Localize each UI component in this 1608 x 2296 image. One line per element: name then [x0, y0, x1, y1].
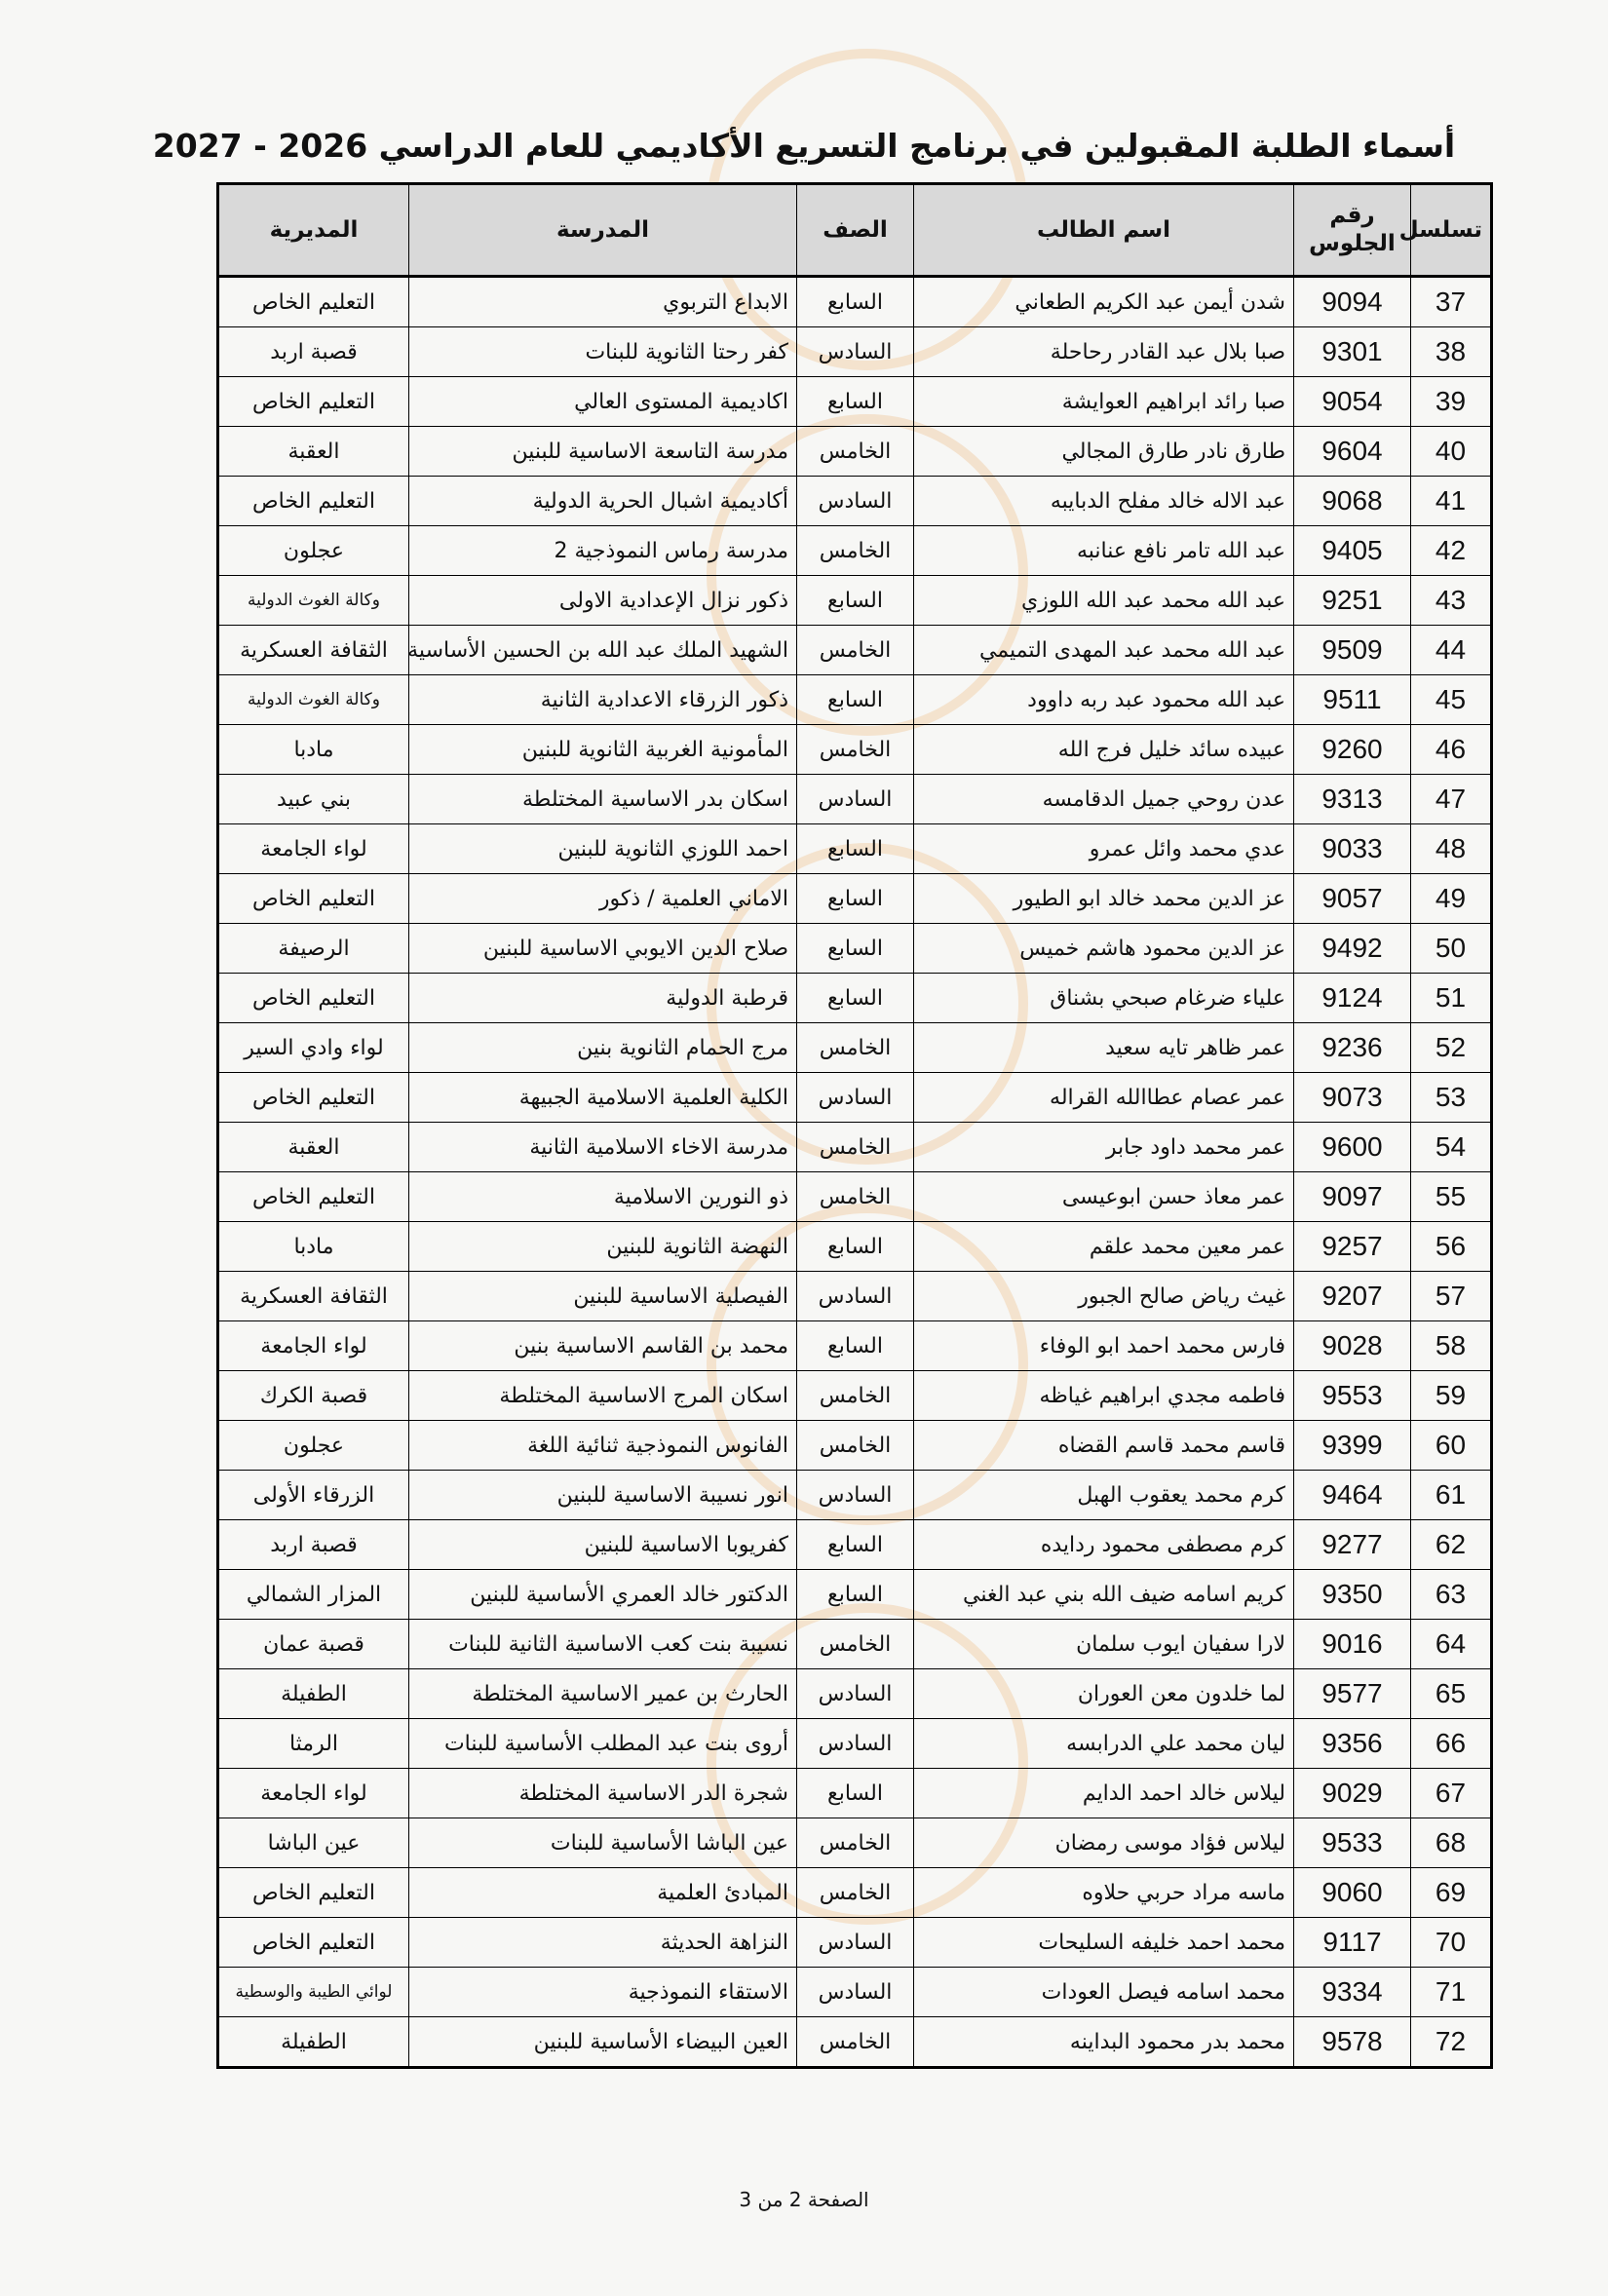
student-name-cell: لارا سفيان ايوب سلمان	[914, 1620, 1294, 1669]
directorate-cell: مادبا	[218, 725, 409, 775]
serial-cell: 48	[1411, 824, 1492, 874]
student-name-cell: صبا بلال عبد القادر رحاحلة	[914, 327, 1294, 377]
grade-cell: السابع	[797, 1769, 914, 1818]
directorate-cell: الثقافة العسكرية	[218, 1272, 409, 1321]
school-cell: ذكور الزرقاء الاعدادية الثانية	[409, 675, 797, 725]
table-row	[218, 1023, 1492, 1073]
grade-cell: الخامس	[797, 626, 914, 675]
student-name-cell: عبد الله محمد عبد المهدى التميمي	[914, 626, 1294, 675]
seat-number-cell: 9399	[1294, 1421, 1411, 1471]
school-cell: اسكان بدر الاساسية المختلطة	[409, 775, 797, 824]
directorate-cell: الثقافة العسكرية	[218, 626, 409, 675]
grade-cell: السادس	[797, 477, 914, 526]
school-cell: ذو النورين الاسلامية	[409, 1172, 797, 1222]
serial-cell: 50	[1411, 924, 1492, 974]
school-cell: اسكان المرج الاساسية المختلطة	[409, 1371, 797, 1421]
grade-cell: السابع	[797, 1570, 914, 1620]
table-body	[218, 277, 1492, 2068]
grade-cell: السادس	[797, 1968, 914, 2017]
serial-cell: 51	[1411, 974, 1492, 1023]
directorate-cell: بني عبيد	[218, 775, 409, 824]
table-row	[218, 1669, 1492, 1719]
school-cell: مدرسة رماس النموذجية 2	[409, 526, 797, 576]
seat-number-cell: 9097	[1294, 1172, 1411, 1222]
student-name-cell: قاسم محمد قاسم القضاه	[914, 1421, 1294, 1471]
grade-cell: السابع	[797, 924, 914, 974]
student-name-cell: طارق نادر طارق المجالي	[914, 427, 1294, 477]
table-row	[218, 725, 1492, 775]
table-row	[218, 1868, 1492, 1918]
student-name-cell: محمد اسامه فيصل العودات	[914, 1968, 1294, 2017]
directorate-cell: التعليم الخاص	[218, 874, 409, 924]
seat-number-cell: 9054	[1294, 377, 1411, 427]
student-name-cell: فاطمه مجدي ابراهيم غياظه	[914, 1371, 1294, 1421]
student-name-cell: فارس محمد احمد ابو الوفاء	[914, 1321, 1294, 1371]
table-row	[218, 427, 1492, 477]
grade-cell: السادس	[797, 1669, 914, 1719]
seat-number-cell: 9604	[1294, 427, 1411, 477]
serial-cell: 65	[1411, 1669, 1492, 1719]
seat-number-cell: 9260	[1294, 725, 1411, 775]
student-name-cell: ليلاس فؤاد موسى رمضان	[914, 1818, 1294, 1868]
school-cell: ذكور نزال الإعدادية الاولى	[409, 576, 797, 626]
student-name-cell: لما خلدون معن العوران	[914, 1669, 1294, 1719]
table-row	[218, 327, 1492, 377]
school-cell: مدرسة التاسعة الاساسية للبنين	[409, 427, 797, 477]
table-row	[218, 377, 1492, 427]
student-name-cell: عبد الاله خالد مفلح الدبايبه	[914, 477, 1294, 526]
school-cell: المبادئ العلمية	[409, 1868, 797, 1918]
directorate-cell: الطفيلة	[218, 1669, 409, 1719]
grade-cell: السابع	[797, 277, 914, 327]
table-row	[218, 1321, 1492, 1371]
school-cell: صلاح الدين الايوبي الاساسية للبنين	[409, 924, 797, 974]
serial-cell: 39	[1411, 377, 1492, 427]
serial-cell: 37	[1411, 277, 1492, 327]
serial-cell: 38	[1411, 327, 1492, 377]
table-row	[218, 1272, 1492, 1321]
school-cell: عين الباشا الأساسية للبنات	[409, 1818, 797, 1868]
table-row	[218, 675, 1492, 725]
serial-cell: 68	[1411, 1818, 1492, 1868]
serial-cell: 47	[1411, 775, 1492, 824]
school-cell: المأمونية الغربية الثانوية للبنين	[409, 725, 797, 775]
grade-cell: الخامس	[797, 725, 914, 775]
directorate-cell: عين الباشا	[218, 1818, 409, 1868]
student-name-cell: عبيده سائد خليل فرج الله	[914, 725, 1294, 775]
directorate-cell: العقبة	[218, 1123, 409, 1172]
table-row	[218, 1123, 1492, 1172]
directorate-cell: التعليم الخاص	[218, 1868, 409, 1918]
student-name-cell: عبد الله محمود عبد ربه داوود	[914, 675, 1294, 725]
directorate-cell: قصبة الكرك	[218, 1371, 409, 1421]
grade-cell: الخامس	[797, 1371, 914, 1421]
student-name-cell: علياء ضرغام صبحي بشناق	[914, 974, 1294, 1023]
serial-cell: 58	[1411, 1321, 1492, 1371]
directorate-cell: لواء وادي السير	[218, 1023, 409, 1073]
table-row	[218, 626, 1492, 675]
table-row	[218, 874, 1492, 924]
student-name-cell: ليان محمد علي الدرابسه	[914, 1719, 1294, 1769]
student-name-cell: كريم اسامه ضيف الله بني عبد الغني	[914, 1570, 1294, 1620]
student-name-cell: محمد احمد خليفه السليحات	[914, 1918, 1294, 1968]
seat-number-cell: 9117	[1294, 1918, 1411, 1968]
grade-cell: السادس	[797, 1272, 914, 1321]
seat-number-cell: 9257	[1294, 1222, 1411, 1272]
school-cell: النهضة الثانوية للبنين	[409, 1222, 797, 1272]
serial-cell: 41	[1411, 477, 1492, 526]
grade-cell: السابع	[797, 824, 914, 874]
seat-number-cell: 9405	[1294, 526, 1411, 576]
students-table	[216, 182, 1493, 2069]
table-row	[218, 1073, 1492, 1123]
table-row	[218, 1769, 1492, 1818]
seat-number-cell: 9600	[1294, 1123, 1411, 1172]
serial-cell: 42	[1411, 526, 1492, 576]
directorate-cell: التعليم الخاص	[218, 1918, 409, 1968]
grade-cell: السابع	[797, 377, 914, 427]
serial-cell: 56	[1411, 1222, 1492, 1272]
serial-cell: 57	[1411, 1272, 1492, 1321]
table-row	[218, 824, 1492, 874]
school-cell: العين البيضاء الأساسية للبنين	[409, 2017, 797, 2068]
student-name-cell: عمر معاذ حسن ابوعيسى	[914, 1172, 1294, 1222]
student-name-cell: كرم مصطفى محمود ردايده	[914, 1520, 1294, 1570]
student-name-cell: ليلاس خالد احمد الدايم	[914, 1769, 1294, 1818]
directorate-cell: الطفيلة	[218, 2017, 409, 2068]
seat-number-cell: 9334	[1294, 1968, 1411, 2017]
directorate-cell: العقبة	[218, 427, 409, 477]
school-cell: مدرسة الاخاء الاسلامية الثانية	[409, 1123, 797, 1172]
grade-cell: الخامس	[797, 1123, 914, 1172]
grade-cell: السابع	[797, 675, 914, 725]
grade-cell: الخامس	[797, 1172, 914, 1222]
seat-number-cell: 9016	[1294, 1620, 1411, 1669]
seat-number-cell: 9511	[1294, 675, 1411, 725]
table-row	[218, 974, 1492, 1023]
serial-cell: 72	[1411, 2017, 1492, 2068]
grade-cell: السابع	[797, 1222, 914, 1272]
serial-cell: 60	[1411, 1421, 1492, 1471]
seat-number-cell: 9356	[1294, 1719, 1411, 1769]
seat-number-cell: 9251	[1294, 576, 1411, 626]
directorate-cell: لواء الجامعة	[218, 1321, 409, 1371]
student-name-cell: عز الدين محمود هاشم خميس	[914, 924, 1294, 974]
grade-cell: الخامس	[797, 427, 914, 477]
table-row	[218, 1818, 1492, 1868]
school-cell: الفانوس النموذجية ثنائية اللغة	[409, 1421, 797, 1471]
seat-number-cell: 9313	[1294, 775, 1411, 824]
directorate-cell: التعليم الخاص	[218, 1073, 409, 1123]
school-cell: الابداع التربوي	[409, 277, 797, 327]
seat-number-cell: 9492	[1294, 924, 1411, 974]
serial-cell: 44	[1411, 626, 1492, 675]
school-cell: الدكتور خالد العمري الأساسية للبنين	[409, 1570, 797, 1620]
grade-cell: السادس	[797, 1073, 914, 1123]
table-row	[218, 1421, 1492, 1471]
directorate-cell: قصبة عمان	[218, 1620, 409, 1669]
header-grade: الصف	[797, 184, 914, 277]
header-directorate: المديرية	[218, 184, 409, 277]
directorate-cell: المزار الشمالي	[218, 1570, 409, 1620]
header-serial: تسلسل	[1411, 184, 1492, 277]
grade-cell: السادس	[797, 1918, 914, 1968]
table-row	[218, 1570, 1492, 1620]
seat-number-cell: 9057	[1294, 874, 1411, 924]
serial-cell: 46	[1411, 725, 1492, 775]
serial-cell: 61	[1411, 1471, 1492, 1520]
school-cell: أكاديمية اشبال الحرية الدولية	[409, 477, 797, 526]
student-name-cell: عز الدين محمد خالد ابو الطيور	[914, 874, 1294, 924]
serial-cell: 64	[1411, 1620, 1492, 1669]
student-name-cell: عبد الله تامر نافع عنانبه	[914, 526, 1294, 576]
school-cell: الحارث بن عمير الاساسية المختلطة	[409, 1669, 797, 1719]
directorate-cell: الرصيفة	[218, 924, 409, 974]
serial-cell: 52	[1411, 1023, 1492, 1073]
serial-cell: 66	[1411, 1719, 1492, 1769]
grade-cell: السابع	[797, 1520, 914, 1570]
serial-cell: 49	[1411, 874, 1492, 924]
seat-number-cell: 9533	[1294, 1818, 1411, 1868]
seat-number-cell: 9236	[1294, 1023, 1411, 1073]
grade-cell: السادس	[797, 1719, 914, 1769]
directorate-cell: وكالة الغوث الدولية	[218, 675, 409, 725]
student-name-cell: عمر محمد داود جابر	[914, 1123, 1294, 1172]
seat-number-cell: 9124	[1294, 974, 1411, 1023]
school-cell: الشهيد الملك عبد الله بن الحسين الأساسية	[409, 626, 797, 675]
seat-number-cell: 9068	[1294, 477, 1411, 526]
grade-cell: السادس	[797, 1471, 914, 1520]
school-cell: النزاهة الحديثة	[409, 1918, 797, 1968]
student-name-cell: غيث رياض صالح الجبور	[914, 1272, 1294, 1321]
student-name-cell: عمر معين محمد علقم	[914, 1222, 1294, 1272]
seat-number-cell: 9207	[1294, 1272, 1411, 1321]
directorate-cell: التعليم الخاص	[218, 277, 409, 327]
serial-cell: 54	[1411, 1123, 1492, 1172]
school-cell: انور نسيبة الاساسية للبنين	[409, 1471, 797, 1520]
seat-number-cell: 9578	[1294, 2017, 1411, 2068]
grade-cell: السابع	[797, 1321, 914, 1371]
table-row	[218, 477, 1492, 526]
table-row	[218, 526, 1492, 576]
student-name-cell: عمر ظاهر تايه سعيد	[914, 1023, 1294, 1073]
directorate-cell: الرمثا	[218, 1719, 409, 1769]
serial-cell: 70	[1411, 1918, 1492, 1968]
seat-number-cell: 9509	[1294, 626, 1411, 675]
serial-cell: 62	[1411, 1520, 1492, 1570]
directorate-cell: الزرقاء الأولى	[218, 1471, 409, 1520]
table-row	[218, 1371, 1492, 1421]
grade-cell: الخامس	[797, 1620, 914, 1669]
serial-cell: 63	[1411, 1570, 1492, 1620]
directorate-cell: مادبا	[218, 1222, 409, 1272]
grade-cell: الخامس	[797, 1023, 914, 1073]
table-row	[218, 1918, 1492, 1968]
table-row	[218, 1520, 1492, 1570]
table-row	[218, 1222, 1492, 1272]
student-name-cell: عدن روحي جميل الدقامسه	[914, 775, 1294, 824]
school-cell: نسيبة بنت كعب الاساسية الثانية للبنات	[409, 1620, 797, 1669]
seat-number-cell: 9577	[1294, 1669, 1411, 1719]
table-row	[218, 1620, 1492, 1669]
serial-cell: 45	[1411, 675, 1492, 725]
table-row	[218, 277, 1492, 327]
student-name-cell: كرم محمد يعقوب الهبل	[914, 1471, 1294, 1520]
grade-cell: الخامس	[797, 2017, 914, 2068]
page-number: الصفحة 2 من 3	[739, 2188, 869, 2211]
table-row	[218, 1471, 1492, 1520]
table-row	[218, 924, 1492, 974]
school-cell: محمد بن القاسم الاساسية بنين	[409, 1321, 797, 1371]
grade-cell: السابع	[797, 874, 914, 924]
serial-cell: 55	[1411, 1172, 1492, 1222]
directorate-cell: قصبة اربد	[218, 327, 409, 377]
seat-number-cell: 9033	[1294, 824, 1411, 874]
grade-cell: السادس	[797, 775, 914, 824]
seat-number-cell: 9350	[1294, 1570, 1411, 1620]
school-cell: مرج الحمام الثانوية بنين	[409, 1023, 797, 1073]
directorate-cell: وكالة الغوث الدولية	[218, 576, 409, 626]
serial-cell: 40	[1411, 427, 1492, 477]
header-school: المدرسة	[409, 184, 797, 277]
seat-number-cell: 9094	[1294, 277, 1411, 327]
directorate-cell: لوائي الطيبة والوسطية	[218, 1968, 409, 2017]
seat-number-cell: 9060	[1294, 1868, 1411, 1918]
header-seat: رقم الجلوس	[1294, 184, 1411, 277]
table-row	[218, 1719, 1492, 1769]
directorate-cell: التعليم الخاص	[218, 974, 409, 1023]
school-cell: أروى بنت عبد المطلب الأساسية للبنات	[409, 1719, 797, 1769]
serial-cell: 59	[1411, 1371, 1492, 1421]
student-name-cell: ماسه مراد حربي حلاوه	[914, 1868, 1294, 1918]
page-title: أسماء الطلبة المقبولين في برنامج التسريع الأكاديمي للعام الدراسي 2026 - 2027	[152, 127, 1456, 165]
student-name-cell: شدن أيمن عبد الكريم الطعاني	[914, 277, 1294, 327]
student-name-cell: صبا رائد ابراهيم العوايشة	[914, 377, 1294, 427]
table-row	[218, 576, 1492, 626]
school-cell: قرطبة الدولية	[409, 974, 797, 1023]
student-name-cell: محمد بدر محمود البداينه	[914, 2017, 1294, 2068]
school-cell: الكلية العلمية الاسلامية الجبيهة	[409, 1073, 797, 1123]
serial-cell: 43	[1411, 576, 1492, 626]
school-cell: الفيصلية الاساسية للبنين	[409, 1272, 797, 1321]
grade-cell: السابع	[797, 974, 914, 1023]
seat-number-cell: 9464	[1294, 1471, 1411, 1520]
serial-cell: 69	[1411, 1868, 1492, 1918]
header-name: اسم الطالب	[914, 184, 1294, 277]
grade-cell: الخامس	[797, 1818, 914, 1868]
serial-cell: 53	[1411, 1073, 1492, 1123]
directorate-cell: التعليم الخاص	[218, 1172, 409, 1222]
school-cell: احمد اللوزي الثانوية للبنين	[409, 824, 797, 874]
table-header-row	[218, 184, 1492, 277]
table-row	[218, 775, 1492, 824]
grade-cell: السادس	[797, 327, 914, 377]
school-cell: كفريوبا الاساسية للبنين	[409, 1520, 797, 1570]
seat-number-cell: 9029	[1294, 1769, 1411, 1818]
school-cell: الاستقاء النموذجية	[409, 1968, 797, 2017]
table-row	[218, 1172, 1492, 1222]
table-row	[218, 2017, 1492, 2068]
seat-number-cell: 9301	[1294, 327, 1411, 377]
school-cell: اكاديمية المستوى العالي	[409, 377, 797, 427]
directorate-cell: لواء الجامعة	[218, 1769, 409, 1818]
serial-cell: 71	[1411, 1968, 1492, 2017]
seat-number-cell: 9028	[1294, 1321, 1411, 1371]
student-name-cell: عمر عصام عطاالله القراله	[914, 1073, 1294, 1123]
student-name-cell: عدي محمد وائل عمرو	[914, 824, 1294, 874]
seat-number-cell: 9553	[1294, 1371, 1411, 1421]
table-row	[218, 1968, 1492, 2017]
school-cell: الاماني العلمية / ذكور	[409, 874, 797, 924]
serial-cell: 67	[1411, 1769, 1492, 1818]
seat-number-cell: 9073	[1294, 1073, 1411, 1123]
directorate-cell: قصبة اربد	[218, 1520, 409, 1570]
directorate-cell: لواء الجامعة	[218, 824, 409, 874]
seat-number-cell: 9277	[1294, 1520, 1411, 1570]
grade-cell: الخامس	[797, 1421, 914, 1471]
directorate-cell: عجلون	[218, 526, 409, 576]
directorate-cell: عجلون	[218, 1421, 409, 1471]
school-cell: شجرة الدر الاساسية المختلطة	[409, 1769, 797, 1818]
grade-cell: السابع	[797, 576, 914, 626]
directorate-cell: التعليم الخاص	[218, 377, 409, 427]
directorate-cell: التعليم الخاص	[218, 477, 409, 526]
student-name-cell: عبد الله محمد عبد الله اللوزي	[914, 576, 1294, 626]
grade-cell: الخامس	[797, 1868, 914, 1918]
grade-cell: الخامس	[797, 526, 914, 576]
school-cell: كفر رحتا الثانوية للبنات	[409, 327, 797, 377]
